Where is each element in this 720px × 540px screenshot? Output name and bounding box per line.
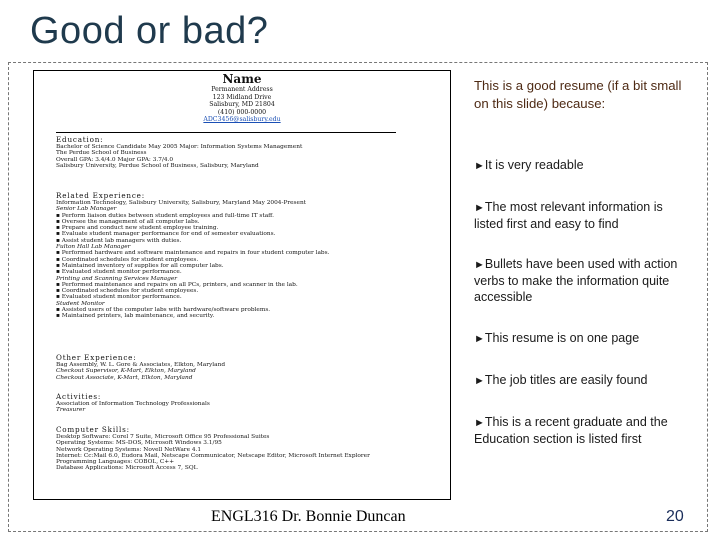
resume-section-heading: Other Experience: bbox=[56, 353, 137, 362]
resume-line: Bachelor of Science Candidate May 2005 Major: Information Systems Management bbox=[56, 144, 303, 150]
resume-phone: (410) 000-0000 bbox=[217, 108, 267, 116]
resume-job-title: Treasurer bbox=[56, 407, 86, 414]
commentary-point bbox=[474, 157, 694, 174]
commentary-point bbox=[474, 330, 694, 347]
triangle-bullet-icon: ► bbox=[474, 160, 485, 172]
resume-divider bbox=[56, 132, 396, 133]
triangle-bullet-icon: ► bbox=[474, 202, 485, 214]
commentary-heading: This is a good resume (if a bit small on this slide) because: bbox=[474, 78, 682, 111]
resume-line: Overall GPA: 3.4/4.0 Major GPA: 3.7/4.0 bbox=[56, 156, 174, 163]
triangle-bullet-icon: ► bbox=[474, 259, 485, 271]
resume-section-heading: Computer Skills: bbox=[56, 425, 130, 434]
resume-bullet: ▪ Assist student lab managers with duties. bbox=[56, 237, 182, 244]
slide-title: Good or bad? bbox=[30, 10, 269, 52]
triangle-bullet-icon: ► bbox=[474, 333, 485, 345]
resume-job-title: Student Monitor bbox=[56, 300, 105, 307]
commentary-point-text: The job titles are easily found bbox=[484, 373, 648, 387]
resume-section-education bbox=[56, 135, 436, 169]
resume-address-line: 123 Midland Drive bbox=[212, 93, 272, 101]
slide-footer: ENGL316 Dr. Bonnie Duncan bbox=[211, 508, 406, 525]
commentary-point bbox=[474, 199, 694, 232]
resume-section-heading: Related Experience: bbox=[56, 191, 145, 200]
commentary-point-text: The most relevant information is listed first and easy to find bbox=[474, 200, 663, 231]
resume-bullet: ▪ Evaluated student monitor performance. bbox=[56, 294, 182, 301]
commentary-point-text: This resume is on one page bbox=[484, 331, 640, 345]
resume-image bbox=[33, 70, 451, 500]
resume-bullet: ▪ Coordinated schedules for student employees. bbox=[56, 256, 199, 263]
resume-job-title: Checkout Associate, K-Mart, Elkton, Maryland bbox=[56, 374, 193, 381]
resume-address-line: Salisbury, MD 21804 bbox=[209, 101, 275, 108]
resume-bullet: ▪ Performed hardware and software maintenance and repairs in four student computer labs. bbox=[56, 250, 330, 257]
resume-line: The Perdue School of Business bbox=[56, 150, 147, 157]
resume-section-related-experience bbox=[56, 191, 436, 320]
resume-section-activities bbox=[56, 392, 436, 414]
resume-bullet: ▪ Perform liaison duties between student employees and full-time IT staff. bbox=[56, 212, 274, 219]
commentary-point bbox=[474, 372, 694, 389]
resume-email-link[interactable]: ADC3456@salisbury.edu bbox=[203, 116, 281, 123]
resume-bullet: ▪ Maintained inventory of supplies for all computer labs. bbox=[56, 262, 224, 269]
resume-job-title: Checkout Supervisor, K-Mart, Elkton, Maryland bbox=[56, 368, 196, 375]
resume-bullet: ▪ Maintained printers, lab maintenance, and security. bbox=[56, 313, 215, 320]
resume-bullet: ▪ Coordinated schedules for student employees. bbox=[56, 288, 199, 295]
commentary-point bbox=[474, 256, 694, 305]
resume-line: Desktop Software: Corel 7 Suite, Microsoft Office 95 Professional Suites bbox=[56, 434, 270, 440]
resume-line: Operating Systems: MS-DOS, Microsoft Windows 3.1/95 bbox=[56, 440, 222, 447]
resume-bullet: ▪ Oversee the management of all computer labs. bbox=[56, 218, 200, 225]
resume-line: Programming Languages: COBOL, C++ bbox=[56, 459, 175, 466]
resume-job-title: Printing and Scanning Services Manager bbox=[56, 275, 178, 282]
resume-job-title: Fulton Hall Lab Manager bbox=[56, 244, 131, 251]
resume-job-title: Senior Lab Manager bbox=[56, 206, 117, 213]
triangle-bullet-icon: ► bbox=[474, 417, 485, 429]
commentary-point-text: This is a recent graduate and the Education section is listed first bbox=[474, 415, 668, 446]
resume-address-line: Permanent Address bbox=[211, 86, 273, 93]
resume-section-other-experience bbox=[56, 353, 436, 381]
resume-section-heading: Activities: bbox=[56, 392, 102, 401]
resume-line: Database Applications: Microsoft Access 7, SQL bbox=[56, 465, 198, 472]
resume-section-computer-skills bbox=[56, 425, 436, 472]
resume-bullet: ▪ Evaluated student monitor performance. bbox=[56, 269, 182, 276]
resume-bullet: ▪ Prepare and conduct new student employee training. bbox=[56, 225, 219, 232]
resume-line: Information Technology, Salisbury University, Salisbury, Maryland May 2004-Present bbox=[56, 200, 307, 206]
resume-line: Network Operating Systems: Novell NetWare 4.1 bbox=[56, 446, 202, 453]
resume-line: Salisbury University, Perdue School of Business, Salisbury, Maryland bbox=[56, 162, 259, 169]
resume-bullet: ▪ Performed maintenance and repairs on all PCs, printers, and scanner in the lab. bbox=[56, 281, 298, 288]
resume-bullet: ▪ Assisted users of the computer labs with hardware/software problems. bbox=[56, 307, 271, 314]
resume-name: Name bbox=[222, 72, 262, 86]
resume-bullet: ▪ Evaluate student manager performance for end of semester evaluations. bbox=[56, 231, 276, 238]
resume-line: Internet: Cc:Mail 6.0, Eudora Mail, Netscape Communicator, Netscape Editor, Microsoft Internet Explorer bbox=[56, 452, 370, 459]
commentary-point-text: Bullets have been used with action verbs to make the information quite accessible bbox=[474, 257, 678, 304]
resume-line: Association of Information Technology Professionals bbox=[56, 401, 210, 407]
commentary-point-text: It is very readable bbox=[484, 158, 584, 172]
page-number: 20 bbox=[666, 508, 684, 525]
triangle-bullet-icon: ► bbox=[474, 375, 485, 387]
resume-line: Bag Assembly, W. L. Gore & Associates, Elkton, Maryland bbox=[56, 362, 226, 368]
commentary-point bbox=[474, 414, 694, 447]
resume-section-heading: Education: bbox=[56, 135, 104, 144]
resume-header bbox=[34, 73, 450, 124]
